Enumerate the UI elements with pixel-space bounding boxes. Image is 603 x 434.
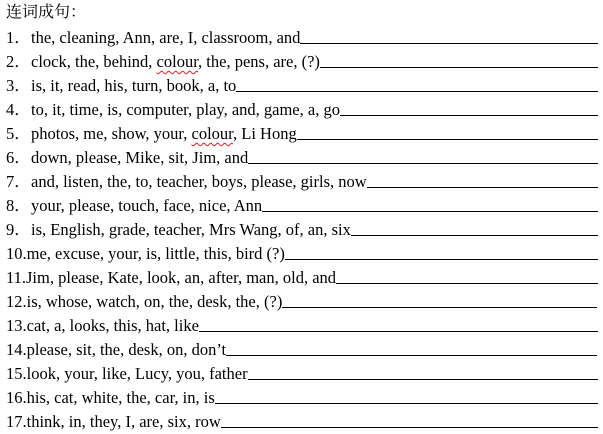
item-number: 1． (6, 28, 31, 47)
item-words (31, 52, 320, 72)
item-words-rest: please, sit, the, desk, on, don’t (26, 340, 227, 359)
item-words-rest: think, in, they, I, are, six, row (26, 412, 221, 431)
item-words (27, 388, 215, 408)
item-words (27, 292, 283, 312)
answer-blank-line[interactable] (282, 307, 597, 308)
item-words-rest: Jim, please, Kate, look, an, after, man, old, and (26, 268, 337, 287)
item-words (27, 340, 227, 360)
exercise-item (6, 408, 598, 432)
item-number: 11. (6, 268, 27, 287)
exercise-item (6, 24, 598, 48)
exercise-item (6, 312, 598, 336)
item-words (31, 196, 262, 216)
answer-blank-line[interactable] (226, 355, 597, 356)
item-number: 7． (6, 172, 31, 191)
item-words (31, 124, 297, 144)
answer-blank-line[interactable] (248, 163, 598, 164)
answer-blank-line[interactable] (236, 91, 598, 92)
exercise-item (6, 120, 598, 144)
item-number: 13. (6, 316, 27, 335)
worksheet-heading: 连词成句： (6, 2, 87, 21)
item-words-rest: is, English, grade, teacher, Mrs Wang, of, an, six (31, 220, 351, 239)
answer-blank-line[interactable] (215, 403, 598, 404)
item-words-rest: , Li Hong (233, 124, 297, 143)
item-words-rest: look, your, like, Lucy, you, father (26, 364, 248, 383)
exercise-item (6, 336, 598, 360)
item-number: 12. (6, 292, 27, 311)
item-words-start: photos, me, show, your, (31, 124, 192, 143)
item-words (27, 412, 221, 432)
answer-blank-line[interactable] (262, 211, 598, 212)
item-number: 6． (6, 148, 31, 167)
answer-blank-line[interactable] (285, 259, 598, 260)
item-words (31, 148, 248, 168)
exercise-item (6, 216, 598, 240)
exercise-item (6, 96, 598, 120)
item-number: 16. (6, 388, 27, 407)
answer-blank-line[interactable] (351, 235, 598, 236)
exercise-item (6, 360, 598, 384)
answer-blank-line[interactable] (367, 187, 598, 188)
item-number: 9． (6, 220, 31, 239)
item-words-rest: down, please, Mike, sit, Jim, and (31, 148, 249, 167)
item-number: 3． (6, 76, 31, 95)
answer-blank-line[interactable] (221, 427, 598, 428)
spellcheck-marked-word: colour (156, 52, 199, 71)
answer-blank-line[interactable] (300, 43, 598, 44)
item-words-rest: is, it, read, his, turn, book, a, to (31, 76, 237, 95)
item-words-rest: me, excuse, your, is, little, this, bird (?) (26, 244, 285, 263)
item-number: 4． (6, 100, 31, 119)
item-words-rest: your, please, touch, face, nice, Ann (31, 196, 263, 215)
item-words-rest: cat, a, looks, this, hat, like (26, 316, 199, 335)
exercise-item (6, 192, 598, 216)
exercise-item (6, 288, 598, 312)
item-number: 8． (6, 196, 31, 215)
item-words (27, 364, 248, 384)
item-words-rest: is, whose, watch, on, the, desk, the, (?) (26, 292, 283, 311)
exercise-item (6, 264, 598, 288)
answer-blank-line[interactable] (336, 283, 598, 284)
item-words-rest: and, listen, the, to, teacher, boys, please, girls, now (31, 172, 367, 191)
item-words (31, 28, 300, 48)
item-words (31, 172, 367, 192)
item-words-rest: to, it, time, is, computer, play, and, game, a, go (31, 100, 340, 119)
item-words-rest: his, cat, white, the, car, in, is (26, 388, 215, 407)
exercise-item (6, 72, 598, 96)
item-words (26, 268, 336, 288)
exercise-item (6, 384, 598, 408)
exercise-list (6, 24, 598, 432)
exercise-item (6, 144, 598, 168)
answer-blank-line[interactable] (320, 67, 598, 68)
exercise-item (6, 48, 598, 72)
answer-blank-line[interactable] (340, 115, 598, 116)
item-words-start: clock, the, behind, (31, 52, 157, 71)
exercise-item (6, 240, 598, 264)
item-number: 2． (6, 52, 31, 71)
item-number: 17. (6, 412, 27, 431)
item-words-rest: , the, pens, are, (?) (198, 52, 320, 71)
item-number: 14. (6, 340, 27, 359)
spellcheck-marked-word: colour (191, 124, 234, 143)
item-number: 10. (6, 244, 27, 263)
item-words (31, 100, 340, 120)
item-words (31, 76, 236, 96)
answer-blank-line[interactable] (199, 331, 598, 332)
exercise-item (6, 168, 598, 192)
item-number: 15. (6, 364, 27, 383)
answer-blank-line[interactable] (248, 379, 598, 380)
item-words (27, 316, 199, 336)
item-words (27, 244, 285, 264)
answer-blank-line[interactable] (297, 139, 598, 140)
item-words (31, 220, 351, 240)
item-number: 5． (6, 124, 31, 143)
item-words-rest: the, cleaning, Ann, are, I, classroom, and (31, 28, 301, 47)
